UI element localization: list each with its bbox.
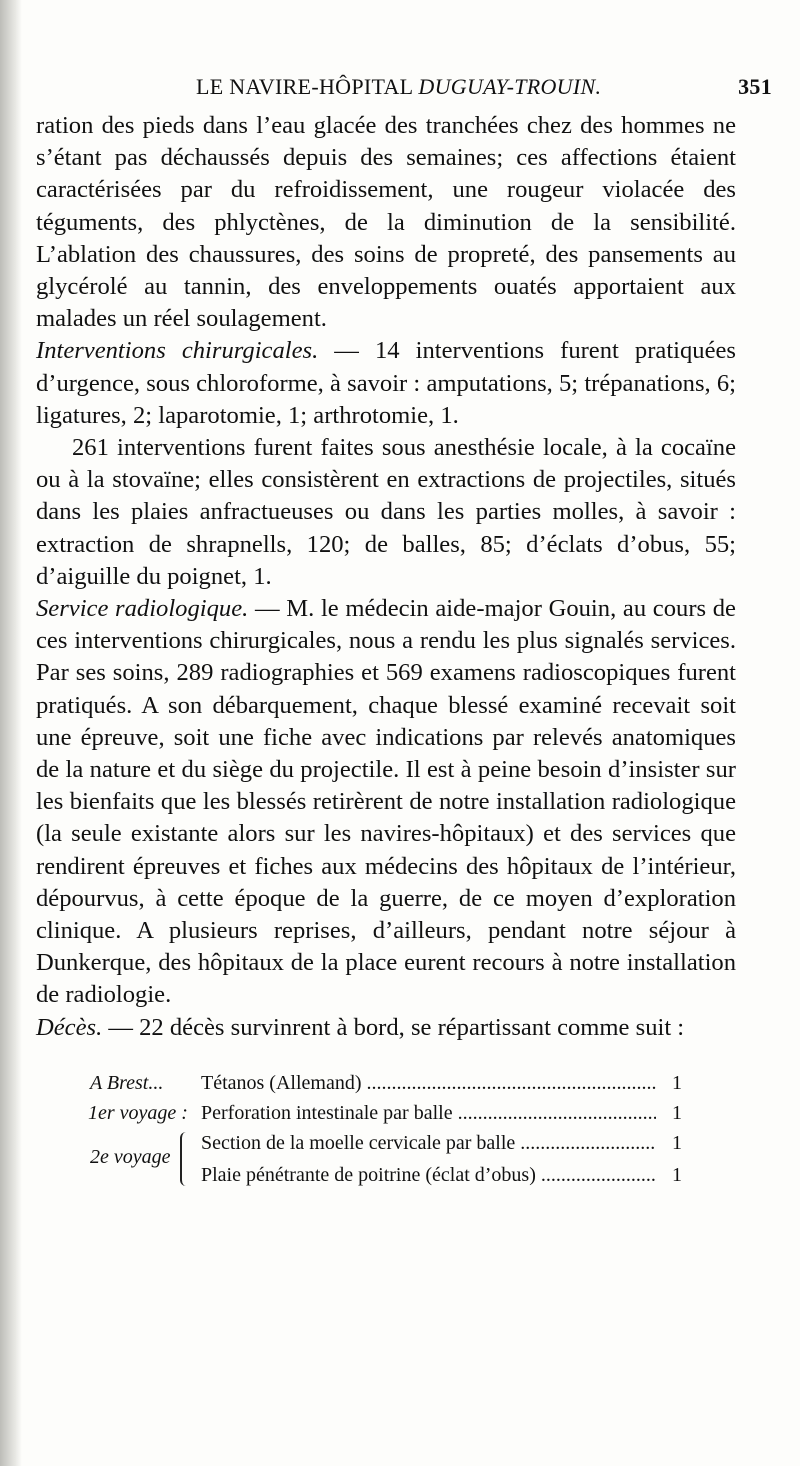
row-count-voyage-2b: 1 <box>672 1163 682 1186</box>
scan-page-edge <box>0 0 22 1466</box>
row-label-voyage-2: 2e voyage <box>90 1145 171 1168</box>
table-row-voyage-1 <box>36 1098 736 1128</box>
deaths-table <box>36 1068 736 1194</box>
paragraph-radiologie-text: — M. le médecin aide-major Gouin, au cours de ces interventions chirurgicales, nous a rendu les plus signalés services. Par ses soins, 289 radiographies et 569 examens radioscopiques furent pratiqués. A son débarquement, chaque blessé examiné recevait soit une épreuve, soit une fiche avec indications par relevés anatomiques de la nature et du siège du projectile. Il est à peine besoin d’insister sur les bienfaits que les blessés retirèrent de notre installation radiologique (la seule existante alors sur les navires-hôpitaux) et des services que rendirent épreuves et fiches aux médecins des hôpitaux de l’intérieur, dépourvus, à cette époque de la guerre, de ce moyen d’exploration clinique. A plusieurs reprises, d’ailleurs, pendant notre séjour à Dunkerque, des hôpitaux de la place eurent recours à notre installation de radiologie. <box>36 595 736 1009</box>
paragraph-interventions-text: — 14 interventions furent pratiquées d’urgence, sous chloroforme, à savoir : amputations, 5; trépanations, 6; ligatures, 2; laparotomie, 1; arthrotomie, 1. <box>36 337 736 429</box>
running-title-prefix: LE NAVIRE-HÔPITAL <box>196 74 419 99</box>
running-title-ship: DUGUAY-TROUIN. <box>418 74 602 99</box>
row-count-brest: 1 <box>672 1071 682 1094</box>
paragraph-interventions-chirurgicales <box>36 335 736 432</box>
section-lead-interventions: Interventions chirurgicales. <box>36 337 319 365</box>
running-title <box>196 74 601 100</box>
row-label-voyage-1: 1er voyage : <box>88 1101 188 1124</box>
brace-icon <box>180 1132 192 1186</box>
row-count-voyage-2a: 1 <box>672 1131 682 1154</box>
row-cause-voyage-1: Perforation intestinale par balle ..... <box>201 1102 656 1125</box>
table-row-brest <box>36 1068 736 1098</box>
table-group-voyage-2 <box>36 1130 736 1194</box>
row-count-voyage-1: 1 <box>672 1101 682 1124</box>
body-text <box>36 110 736 1044</box>
section-lead-radiologie: Service radiologique. <box>36 595 249 623</box>
paragraph-foot-care: ration des pieds dans l’eau glacée des tranchées chez des hommes ne s’étant pas déchaussés depuis des semaines; ces affections étaient caractérisées par du refroidissement, une rougeur violacée des téguments, des phlyctènes, de la diminution de la sensibilité. L’ablation des chaussures, des soins de propreté, des pansements au glycérolé au tannin, des enveloppements ouatés apportaient aux malades un réel soulagement. <box>36 112 736 333</box>
book-page <box>36 66 772 1194</box>
row-cause-voyage-2a: Section de la moelle cervicale par balle ..... <box>201 1132 656 1155</box>
paragraph-service-radiologique <box>36 593 736 1012</box>
running-head <box>196 66 772 110</box>
section-lead-deces: Décès. <box>36 1013 103 1041</box>
row-label-brest: A Brest... <box>90 1071 164 1094</box>
row-cause-brest: Tétanos (Allemand) ..... <box>201 1072 656 1095</box>
paragraph-deces <box>36 1012 736 1044</box>
paragraph-local-anesthesia: 261 interventions furent faites sous anesthésie locale, à la cocaïne ou à la stovaïne; elles consistèrent en extractions de projectiles, situés dans les plaies anfractueuses ou dans les parties molles, à savoir : extraction de shrapnells, 120; de balles, 85; d’éclats d’obus, 55; d’aiguille du poignet, 1. <box>36 434 736 590</box>
page-number: 351 <box>738 74 772 99</box>
paragraph-deces-text: — 22 décès survinrent à bord, se répartissant comme suit : <box>102 1013 685 1041</box>
row-cause-voyage-2b: Plaie pénétrante de poitrine (éclat d’obus) ..... <box>201 1164 656 1187</box>
